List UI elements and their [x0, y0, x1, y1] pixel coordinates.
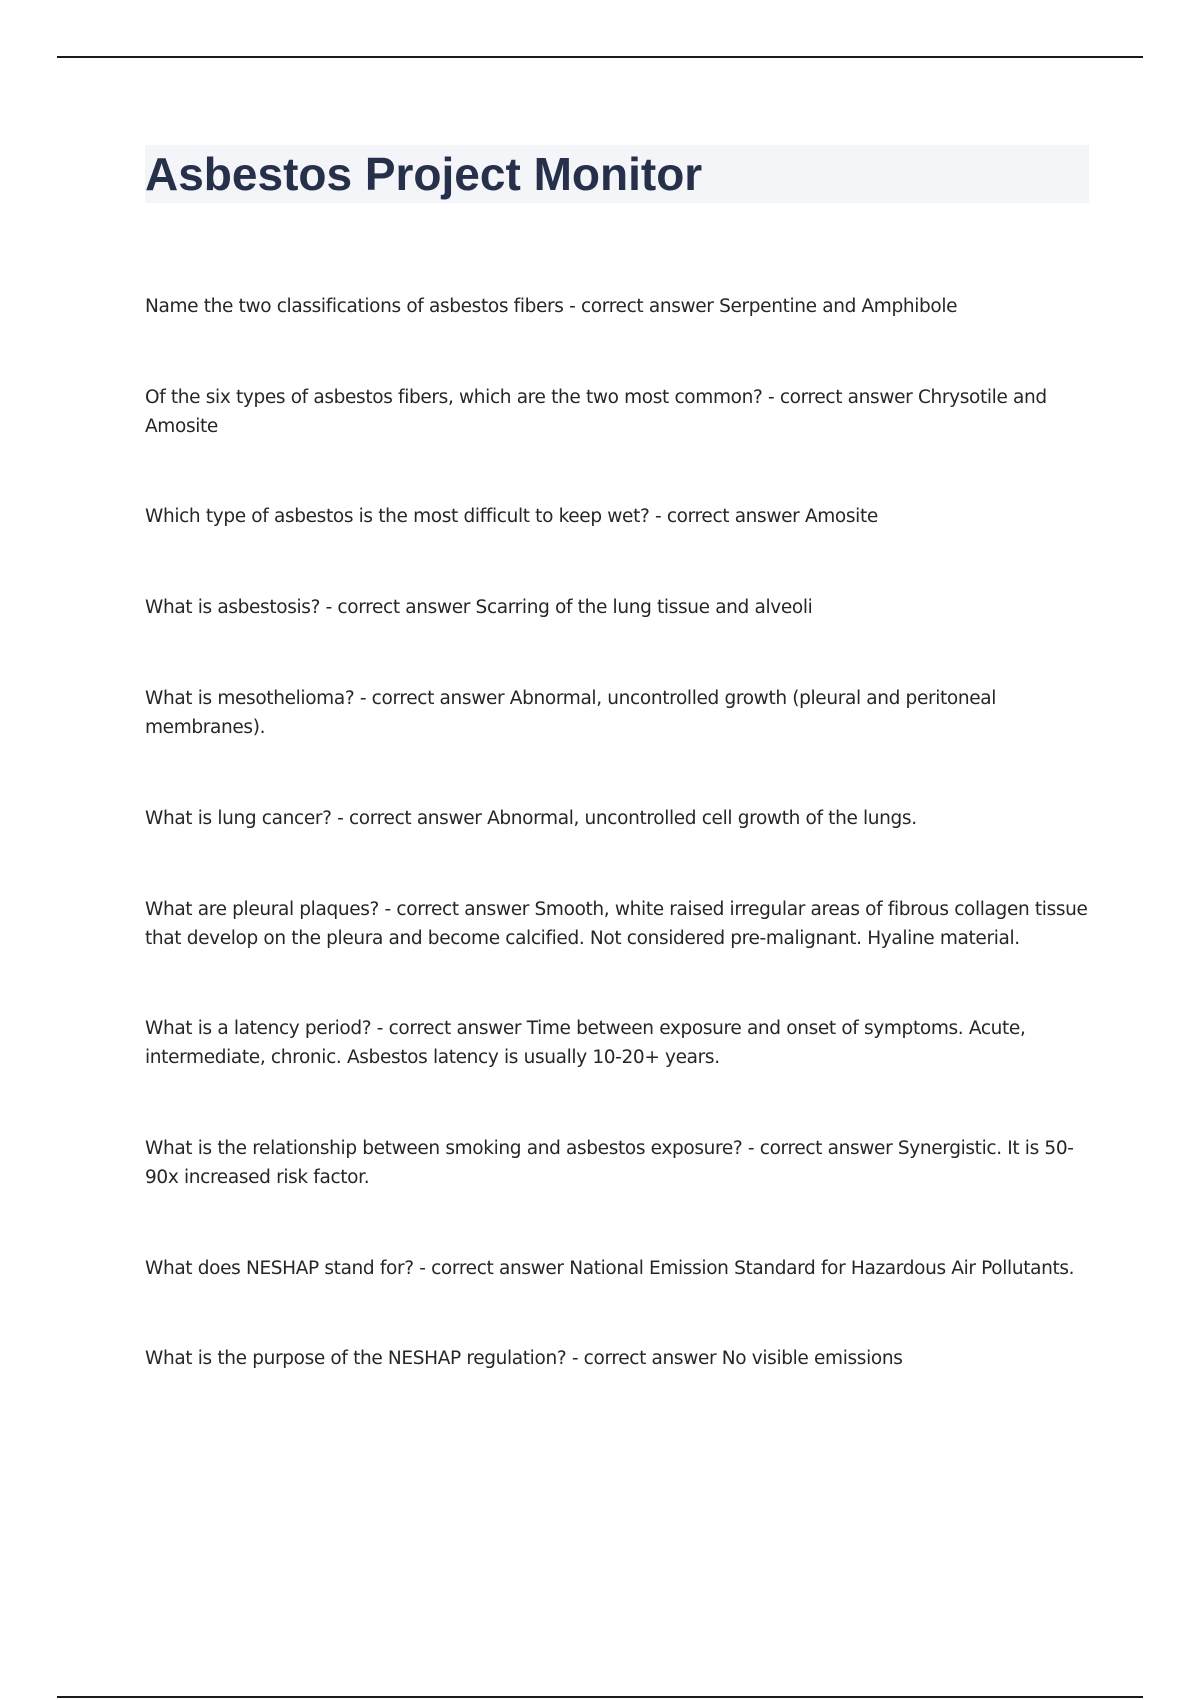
top-rule [57, 56, 1143, 58]
question: What is the relationship between smoking and asbestos exposure? [145, 1138, 743, 1159]
question: Which type of asbestos is the most difficult to keep wet? [145, 506, 650, 527]
qa-item [145, 684, 1090, 742]
answer-separator: - correct answer [566, 1348, 722, 1369]
answer-separator: - correct answer [742, 1138, 898, 1159]
qa-item [145, 383, 1090, 441]
answer-separator: - correct answer [320, 597, 476, 618]
qa-item [145, 1254, 1090, 1283]
question: What is asbestosis? [145, 597, 321, 618]
qa-item [145, 502, 1090, 531]
answer: No visible emissions [721, 1348, 903, 1369]
question: What are pleural plaques? [145, 899, 380, 920]
bottom-rule [57, 1696, 1143, 1698]
qa-item [145, 1014, 1090, 1072]
answer: Smooth, white raised irregular areas of fibrous collagen tissue that develop on the pleura and become calcified. Not considered pre-malignant. Hyaline material. [145, 899, 1088, 949]
answer-separator: - correct answer [331, 808, 488, 829]
question: What is the purpose of the NESHAP regulation? [145, 1348, 567, 1369]
qa-item [145, 292, 1090, 321]
answer-separator: - correct answer [649, 506, 805, 527]
answer: National Emission Standard for Hazardous Air Pollutants. [569, 1258, 1075, 1279]
qa-item [145, 1344, 1090, 1373]
answer: Chrysotile and Amosite [145, 387, 1047, 437]
answer: Abnormal, uncontrolled cell growth of the lungs. [487, 808, 917, 829]
qa-item [145, 593, 1090, 622]
question: What is mesothelioma? [145, 688, 355, 709]
answer: Serpentine and Amphibole [719, 296, 958, 317]
qa-item [145, 1134, 1090, 1192]
answer-separator: - correct answer [563, 296, 720, 317]
answer: Time between exposure and onset of symptoms. Acute, intermediate, chronic. Asbestos latency is usually 10-20+ years. [145, 1018, 1026, 1068]
answer-separator: - correct answer [413, 1258, 570, 1279]
question: What is a latency period? [145, 1018, 372, 1039]
page-title: Asbestos Project Monitor [145, 148, 703, 200]
qa-item [145, 804, 1090, 833]
answer-separator: - correct answer [379, 899, 535, 920]
question: What does NESHAP stand for? [145, 1258, 414, 1279]
answer-separator: - correct answer [371, 1018, 527, 1039]
question: Of the six types of asbestos fibers, which are the two most common? [145, 387, 763, 408]
answer: Synergistic. It is 50-90x increased risk factor. [145, 1138, 1074, 1188]
answer: Amosite [804, 506, 878, 527]
question: What is lung cancer? [145, 808, 332, 829]
question: Name the two classifications of asbestos fibers [145, 296, 564, 317]
answer: Abnormal, uncontrolled growth (pleural and peritoneal membranes). [145, 688, 997, 738]
answer-separator: - correct answer [762, 387, 918, 408]
qa-item [145, 895, 1090, 953]
answer-separator: - correct answer [354, 688, 510, 709]
answer: Scarring of the lung tissue and alveoli [475, 597, 813, 618]
